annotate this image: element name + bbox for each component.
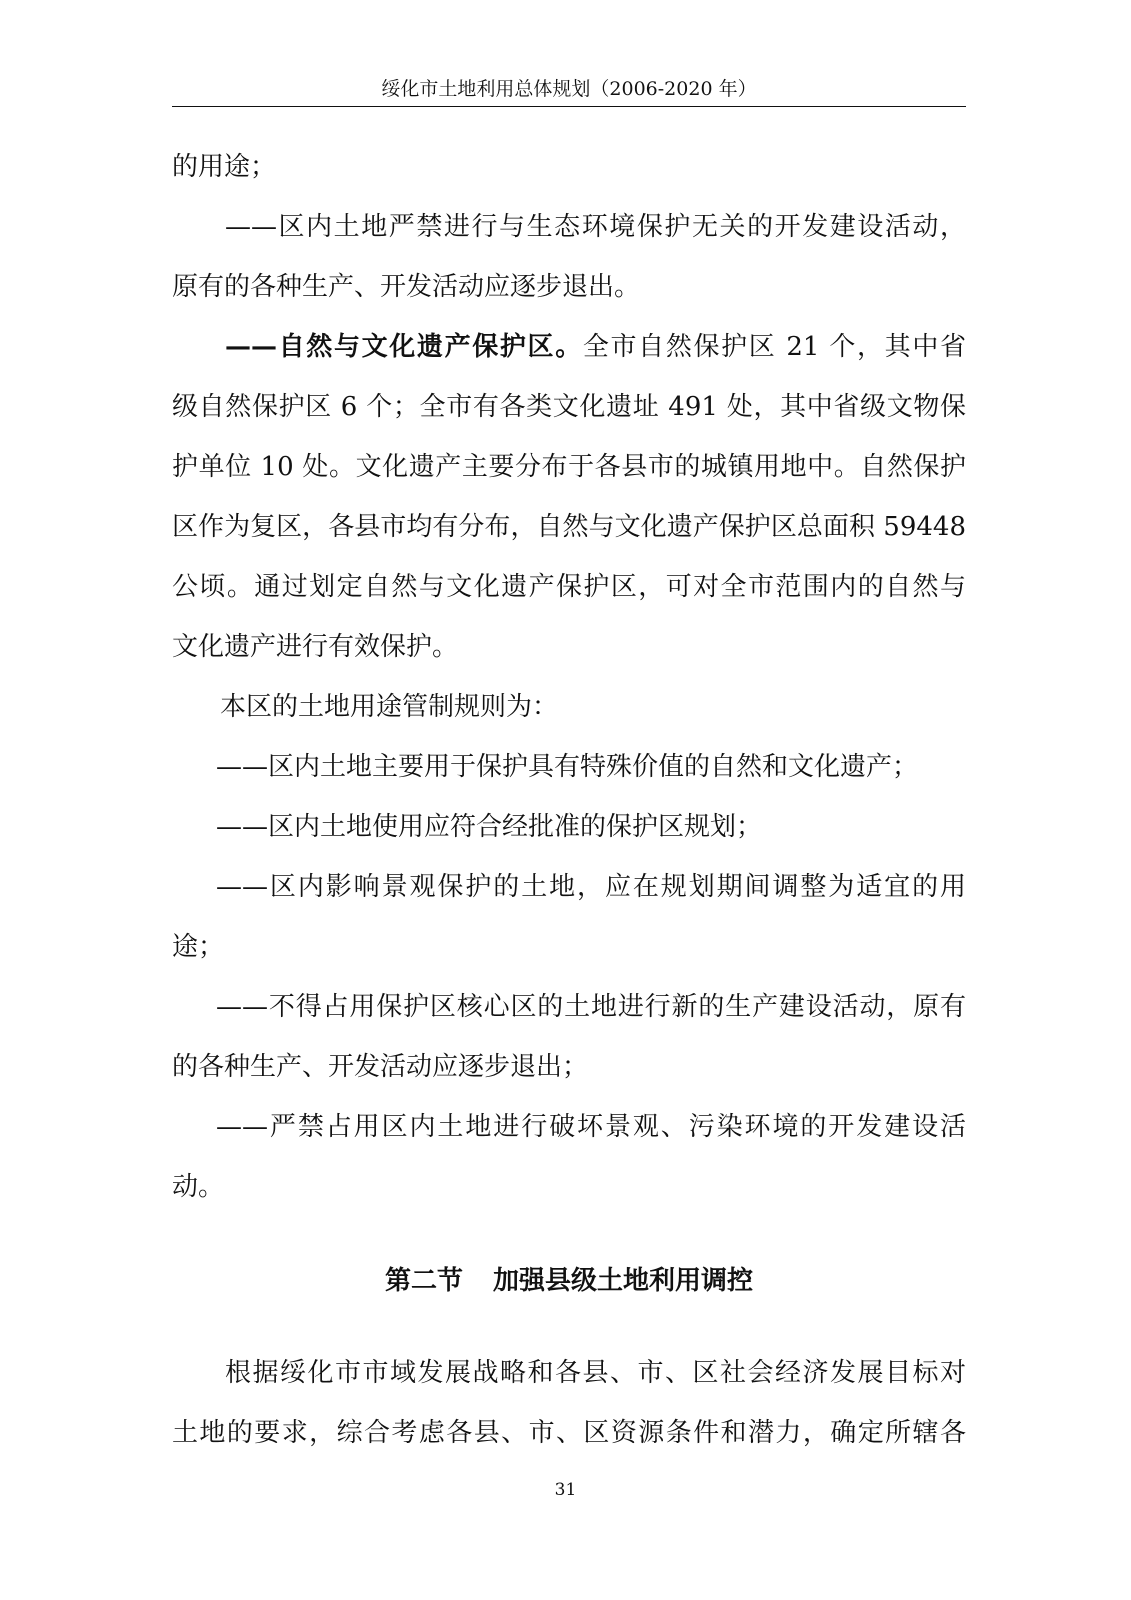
header-divider bbox=[172, 106, 966, 107]
text-line: 的用途； bbox=[172, 152, 277, 182]
rule-item: ——不得占用保护区核心区的土地进行新的生产建设活动，原有 bbox=[216, 992, 966, 1022]
text-line: ——区内土地严禁进行与生态环境保护无关的开发建设活动， bbox=[225, 212, 966, 242]
text-line: 区作为复区，各县市均有分布，自然与文化遗产保护区总面积 59448 bbox=[172, 512, 966, 542]
rule-item: ——区内土地使用应符合经批准的保护区规划； bbox=[216, 812, 763, 842]
section-heading bbox=[172, 1251, 966, 1311]
text-line: 动。 bbox=[172, 1172, 225, 1202]
section-title: 加强县级土地利用调控 bbox=[493, 1266, 754, 1296]
text-line: 途； bbox=[172, 932, 225, 962]
rule-item: ——区内影响景观保护的土地，应在规划期间调整为适宜的用 bbox=[216, 872, 966, 902]
text-line: 护单位 10 处。文化遗产主要分布于各县市的城镇用地中。自然保护 bbox=[172, 452, 966, 482]
page-number: 31 bbox=[554, 1480, 577, 1500]
text-line: 本区的土地用途管制规则为： bbox=[220, 692, 559, 722]
text-line: 根据绥化市市域发展战略和各县、市、区社会经济发展目标对 bbox=[225, 1358, 966, 1388]
text-line: 公顷。通过划定自然与文化遗产保护区，可对全市范围内的自然与 bbox=[172, 572, 966, 602]
paragraph-lead-line bbox=[172, 317, 966, 377]
document-body bbox=[172, 137, 966, 1463]
text-line: 文化遗产进行有效保护。 bbox=[172, 632, 459, 662]
rule-item: ——区内土地主要用于保护具有特殊价值的自然和文化遗产； bbox=[216, 752, 919, 782]
text-run: 全市自然保护区 21 个，其中省 bbox=[582, 332, 966, 362]
running-header: 绥化市土地利用总体规划（2006-2020 年） bbox=[381, 78, 757, 100]
section-number: 第二节 bbox=[384, 1266, 463, 1296]
rule-item: ——严禁占用区内土地进行破坏景观、污染环境的开发建设活 bbox=[216, 1112, 966, 1142]
text-line: 土地的要求，综合考虑各县、市、区资源条件和潜力，确定所辖各 bbox=[172, 1418, 966, 1448]
text-line: 原有的各种生产、开发活动应逐步退出。 bbox=[172, 272, 641, 302]
text-line: 的各种生产、开发活动应逐步退出； bbox=[172, 1052, 589, 1082]
text-line: 级自然保护区 6 个；全市有各类文化遗址 491 处，其中省级文物保 bbox=[172, 392, 966, 422]
subsection-term: ——自然与文化遗产保护区。 bbox=[225, 332, 583, 362]
